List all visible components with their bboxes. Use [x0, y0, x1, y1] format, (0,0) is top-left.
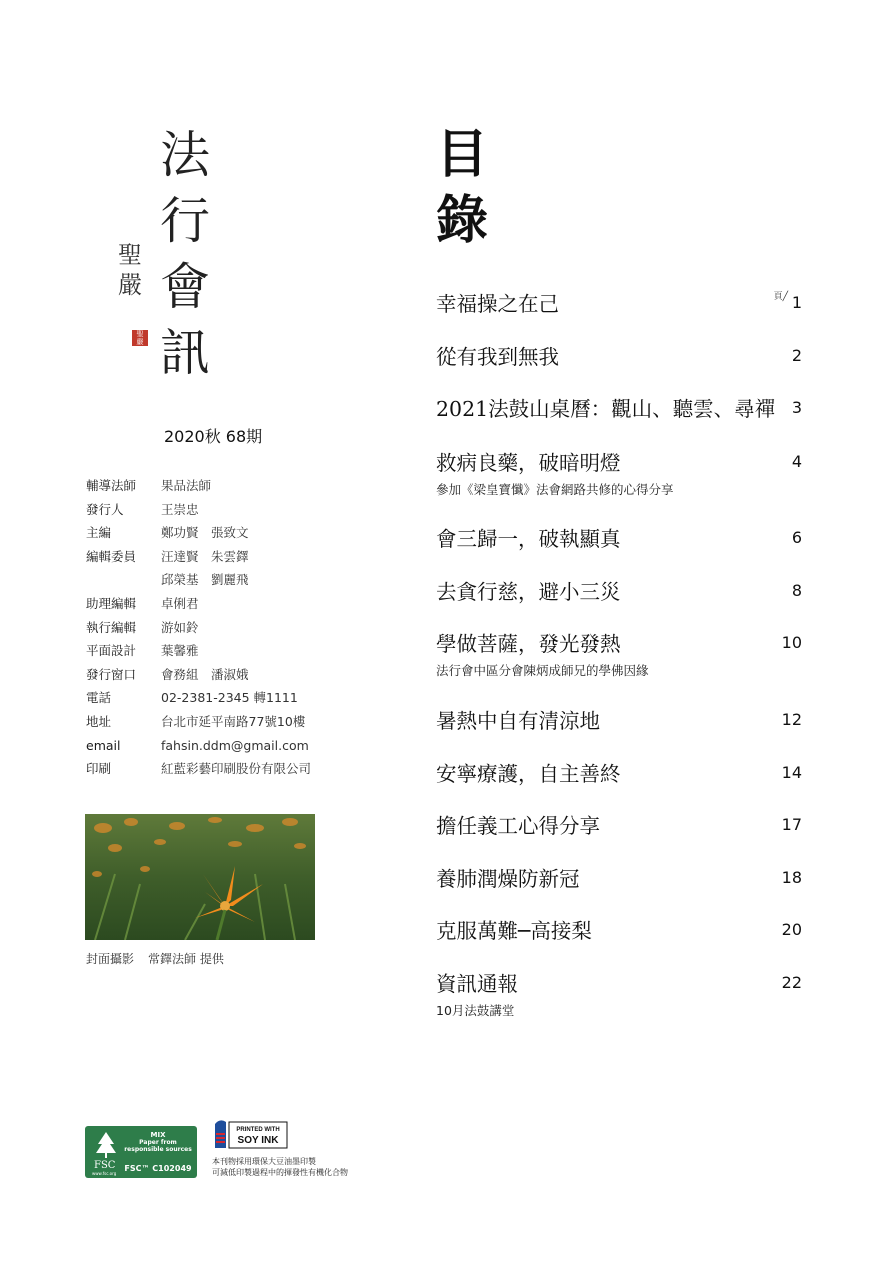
toc-title: 2021法鼓山桌曆：觀山、聽雲、尋禪: [436, 397, 776, 421]
toc-item[interactable]: [436, 396, 806, 422]
toc-title: 幸福操之在己: [436, 292, 559, 316]
cover-photo: [85, 814, 315, 940]
staff-label: email: [86, 737, 121, 753]
toc-item[interactable]: [436, 579, 806, 605]
toc-title: 救病良藥，破暗明燈: [436, 451, 621, 475]
toc-heading: [436, 122, 516, 254]
toc-page: 2: [791, 346, 802, 365]
toc-heading-char: 錄: [436, 190, 489, 251]
red-seal: [132, 330, 148, 346]
staff-label: 執行編輯: [86, 619, 137, 635]
staff-value: 台北市延平南路77號10樓: [161, 713, 306, 729]
soy-ink-note: [212, 1156, 348, 1178]
staff-value: 邱榮基 劉麗飛: [161, 572, 249, 588]
staff-row: [86, 568, 386, 592]
toc-title: 克服萬難─高接梨: [436, 919, 592, 943]
toc-title: 資訊通報: [436, 972, 518, 996]
staff-value: fahsin.ddm@gmail.com: [161, 737, 309, 753]
toc-item[interactable]: [436, 450, 806, 498]
fsc-code: FSC™ C102049: [124, 1164, 192, 1173]
soy-line1: PRINTED WITH: [236, 1127, 280, 1133]
cover-credit: [86, 950, 224, 967]
staff-label: 印刷: [86, 761, 112, 777]
toc-page: 4: [791, 452, 802, 471]
issue-label: 2020秋 68期: [164, 427, 263, 446]
toc-page: 10: [781, 633, 802, 652]
toc-title: 擔任義工心得分享: [436, 814, 600, 838]
toc-item[interactable]: [436, 344, 806, 370]
toc-item[interactable]: [436, 918, 806, 944]
toc-item[interactable]: [436, 708, 806, 734]
staff-label: 輔導法師: [86, 478, 137, 493]
toc-title: 安寧療護，自主善終: [436, 762, 621, 786]
staff-label: 電話: [86, 690, 112, 706]
toc-item[interactable]: [436, 291, 806, 317]
fsc-line2: responsible sources: [124, 1146, 192, 1153]
fsc-mark: FSC: [94, 1160, 116, 1171]
staff-label: 發行窗口: [86, 666, 137, 682]
soy-line2: SOY INK: [237, 1135, 279, 1146]
toc-subtitle: 法行會中區分會陳炳成師兄的學佛因緣: [436, 663, 649, 678]
fsc-line1: Paper from: [139, 1139, 177, 1146]
soy-ink-icon: [212, 1118, 292, 1152]
toc-title: 學做菩薩，發光發熱: [436, 632, 621, 656]
fsc-logo: [85, 1126, 197, 1178]
toc-item[interactable]: [436, 631, 806, 679]
staff-value: 王崇忠: [161, 501, 199, 517]
toc-page: 20: [781, 920, 802, 939]
staff-row: [86, 592, 386, 616]
staff-value: 汪達賢 朱雲鐸: [161, 548, 249, 564]
toc-title: 從有我到無我: [436, 345, 559, 369]
staff-row: [86, 474, 386, 498]
fsc-mix: MIX: [150, 1131, 166, 1139]
toc-item[interactable]: [436, 866, 806, 892]
toc-page: 14: [781, 763, 802, 782]
staff-row: [86, 710, 386, 734]
fsc-url: www.fsc.org: [92, 1171, 117, 1176]
staff-value: 紅藍彩藝印刷股份有限公司: [161, 761, 312, 777]
staff-value: 葉馨雅: [161, 643, 199, 659]
toc-title: 會三歸一，破執顯真: [436, 527, 621, 551]
staff-row: [86, 545, 386, 569]
staff-row: [86, 734, 386, 758]
toc-page: 22: [781, 973, 802, 992]
page-marker: 頁╱: [773, 292, 788, 302]
toc-page: 18: [781, 868, 802, 887]
credit-label: 封面攝影: [86, 952, 135, 966]
masthead-char: 會: [160, 258, 210, 316]
toc-page: 3: [791, 398, 802, 417]
staff-value: 會務組 潘淑娥: [161, 666, 249, 682]
toc-subtitle: 10月法鼓講堂: [436, 1003, 515, 1018]
soy-ink-logo: [212, 1118, 292, 1152]
toc-page: 17: [781, 815, 802, 834]
staff-value: 游如鈴: [161, 619, 199, 635]
staff-row: [86, 639, 386, 663]
toc-page: 12: [781, 710, 802, 729]
soy-note-2: 可減低印製過程中的揮發性有機化合物: [212, 1168, 348, 1177]
seal-char: 嚴: [136, 338, 144, 346]
masthead-char: 行: [160, 192, 210, 250]
staff-label: 地址: [86, 713, 112, 729]
staff-row: [86, 663, 386, 687]
staff-label: 平面設計: [86, 643, 137, 659]
soy-note-1: 本刊物採用環保大豆油墨印製: [212, 1157, 316, 1166]
toc-subtitle: 參加《梁皇寶懺》法會網路共修的心得分享: [436, 482, 674, 497]
staff-label: 主編: [86, 525, 112, 541]
toc-item[interactable]: [436, 761, 806, 787]
staff-value: 果品法師: [161, 478, 212, 493]
staff-row: [86, 686, 386, 710]
toc-item[interactable]: [436, 813, 806, 839]
staff-value: 卓俐君: [161, 595, 199, 611]
signature-char: 聖: [118, 241, 142, 269]
signature-char: 嚴: [118, 271, 142, 299]
toc-page: 8: [791, 581, 802, 600]
toc-title: 暑熱中自有清涼地: [436, 709, 600, 733]
toc-title: 養肺潤燥防新冠: [436, 867, 580, 891]
toc-page: 6: [791, 528, 802, 547]
masthead-char: 訊: [160, 324, 210, 382]
staff-row: [86, 616, 386, 640]
toc-heading-char: 目: [436, 124, 489, 185]
credit-value: 常鐸法師 提供: [148, 952, 224, 966]
toc-page: 1: [791, 293, 802, 312]
daylily-photo-icon: [85, 814, 315, 940]
staff-label: 助理編輯: [86, 595, 137, 611]
staff-label: 發行人: [86, 501, 124, 517]
staff-row: [86, 498, 386, 522]
masthead-char: 法: [160, 126, 210, 184]
calligrapher-signature: [118, 240, 148, 300]
staff-label: 編輯委員: [86, 548, 137, 564]
staff-list: [86, 474, 386, 781]
seal-char: 聖: [136, 330, 144, 338]
fsc-tree-icon: [93, 1130, 119, 1160]
staff-row: [86, 757, 386, 781]
masthead-title: [160, 122, 240, 386]
toc-item[interactable]: [436, 526, 806, 552]
staff-value: 02-2381-2345 轉1111: [161, 690, 298, 706]
staff-value: 鄭功賢 張致文: [161, 525, 249, 541]
staff-row: [86, 521, 386, 545]
toc-title: 去貪行慈，避小三災: [436, 580, 621, 604]
fsc-text: [121, 1132, 195, 1153]
toc-item[interactable]: [436, 971, 806, 1019]
